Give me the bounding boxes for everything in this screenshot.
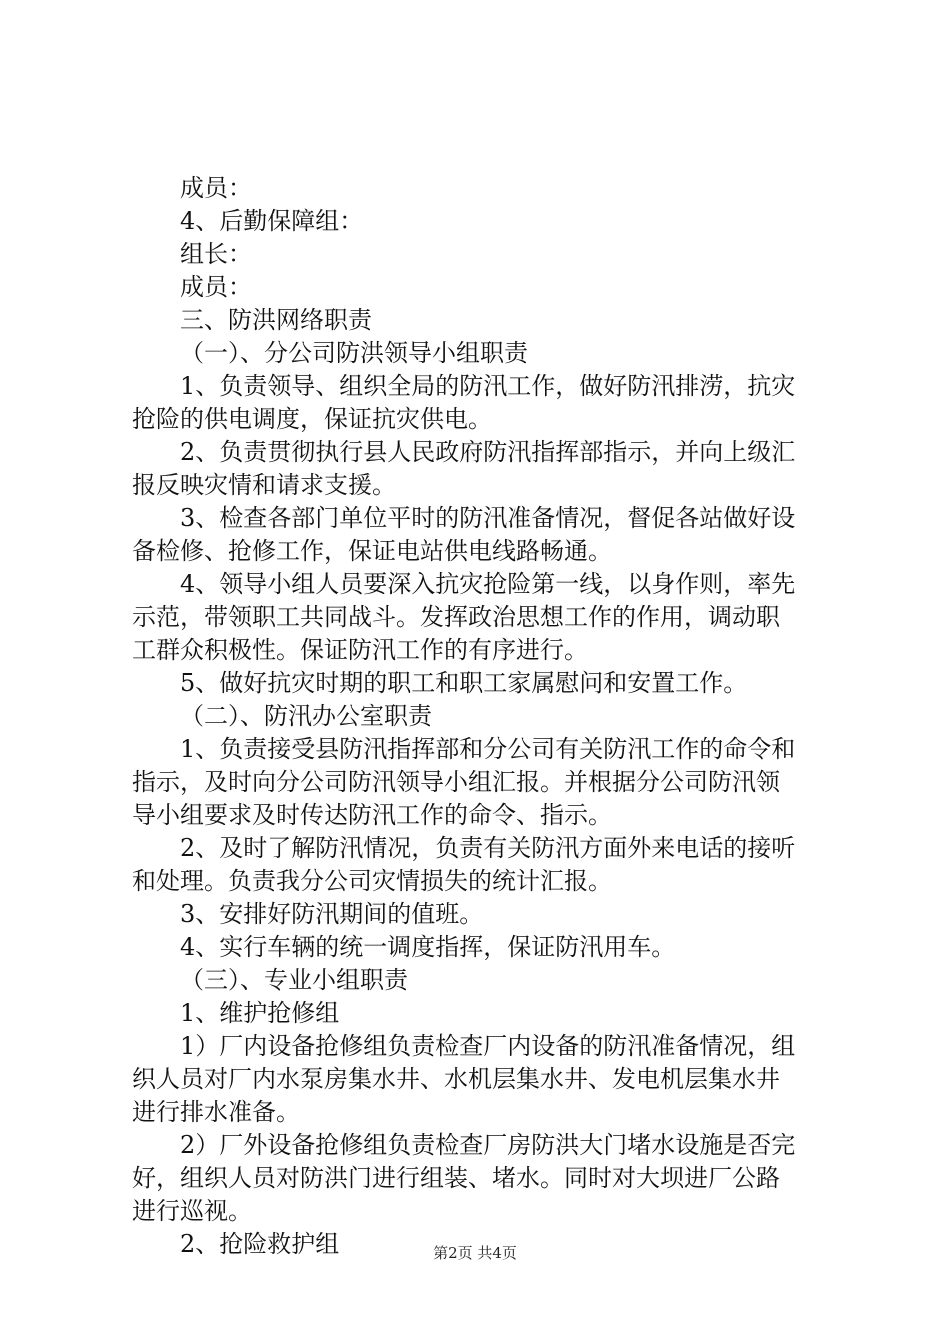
text-line: 2、负责贯彻执行县人民政府防汛指挥部指示，并向上级汇 — [180, 438, 796, 466]
text-line: 指示，及时向分公司防汛领导小组汇报。并根据分公司防汛领 — [132, 768, 780, 796]
text-line: 4、领导小组人员要深入抗灾抢险第一线，以身作则，率先 — [180, 570, 796, 598]
text-line: 1、负责领导、组织全局的防汛工作，做好防汛排涝，抗灾 — [180, 372, 796, 400]
text-line: 3、检查各部门单位平时的防汛准备情况，督促各站做好设 — [180, 504, 796, 532]
text-line: 1）厂内设备抢修组负责检查厂内设备的防汛准备情况，组 — [180, 1032, 796, 1060]
text-line: 3、安排好防汛期间的值班。 — [180, 900, 484, 928]
subsection-heading: （三）、专业小组职责 — [180, 966, 408, 994]
text-line: 进行排水准备。 — [132, 1098, 300, 1126]
text-line: 组长： — [180, 240, 252, 268]
text-line: 1、负责接受县防汛指挥部和分公司有关防汛工作的命令和 — [180, 735, 796, 763]
text-line: 工群众积极性。保证防汛工作的有序进行。 — [132, 636, 588, 664]
text-line: 2）厂外设备抢修组负责检查厂房防洪大门堵水设施是否完 — [180, 1131, 796, 1159]
subsection-heading: （一）、分公司防洪领导小组职责 — [180, 339, 528, 367]
text-line: 成员： — [180, 273, 252, 301]
subsection-heading: （二）、防汛办公室职责 — [180, 702, 432, 730]
text-line: 1、维护抢修组 — [180, 999, 340, 1027]
text-line: 好，组织人员对防洪门进行组装、堵水。同时对大坝进厂公路 — [132, 1164, 780, 1192]
text-line: 2、及时了解防汛情况，负责有关防汛方面外来电话的接听 — [180, 834, 796, 862]
text-line: 备检修、抢修工作，保证电站供电线路畅通。 — [132, 537, 612, 565]
text-line: 2、抢险救护组 — [180, 1230, 340, 1258]
text-line: 成员： — [180, 174, 252, 202]
text-line: 5、做好抗灾时期的职工和职工家属慰问和安置工作。 — [180, 669, 748, 697]
text-line: 织人员对厂内水泵房集水井、水机层集水井、发电机层集水井 — [132, 1065, 780, 1093]
page-number-footer: 第2页 共4页 — [433, 1244, 517, 1262]
section-heading: 三、防洪网络职责 — [180, 306, 372, 334]
text-line: 和处理。负责我分公司灾情损失的统计汇报。 — [132, 867, 612, 895]
text-line: 示范，带领职工共同战斗。发挥政治思想工作的作用，调动职 — [132, 603, 780, 631]
text-line: 抢险的供电调度，保证抗灾供电。 — [132, 405, 492, 433]
text-line: 进行巡视。 — [132, 1197, 252, 1225]
text-line: 导小组要求及时传达防汛工作的命令、指示。 — [132, 801, 612, 829]
text-line: 报反映灾情和请求支援。 — [132, 471, 396, 499]
text-line: 4、后勤保障组： — [180, 207, 364, 235]
text-line: 4、实行车辆的统一调度指挥，保证防汛用车。 — [180, 933, 676, 961]
